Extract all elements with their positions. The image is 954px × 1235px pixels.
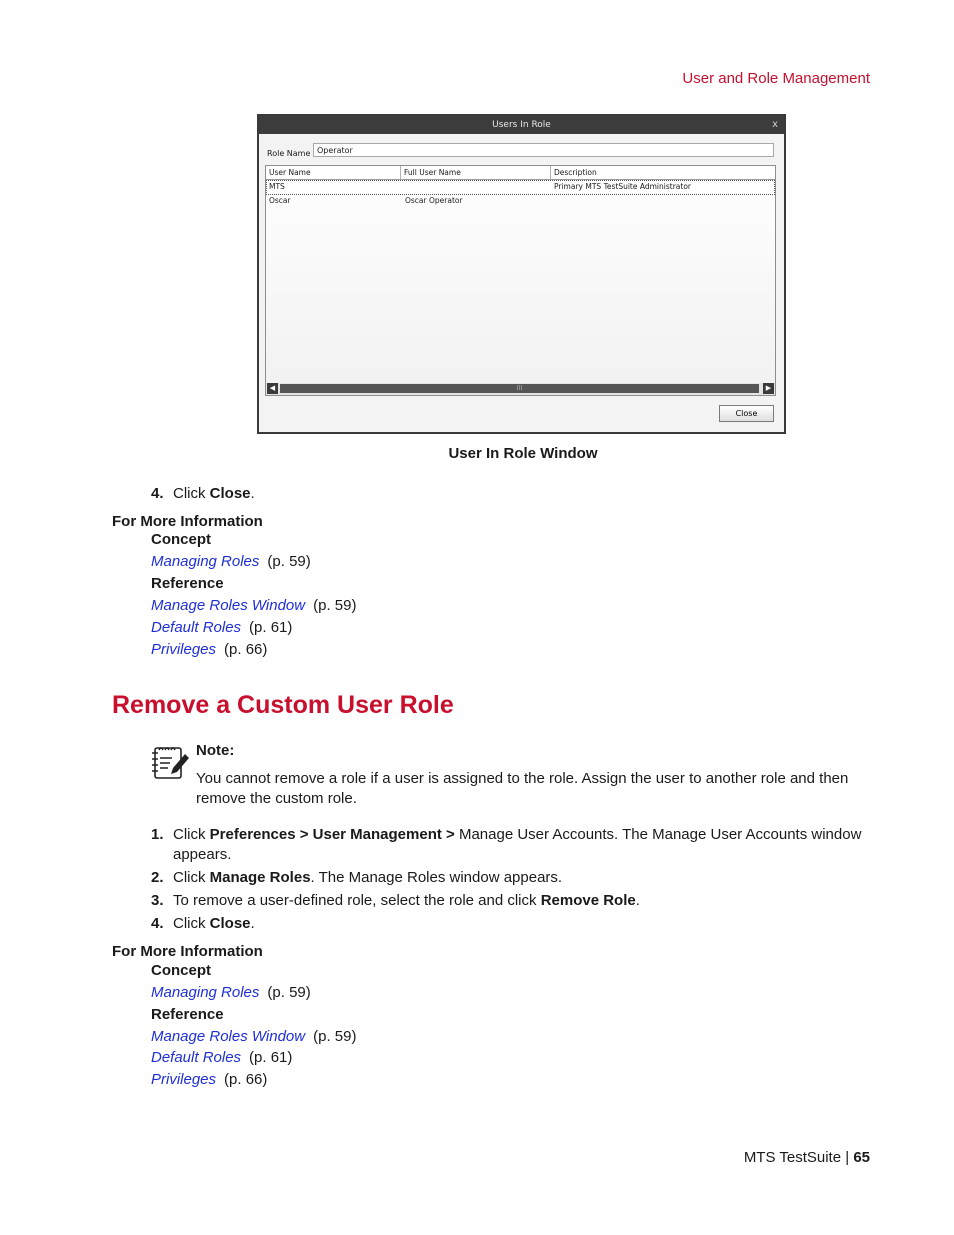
page-number: 65: [853, 1149, 870, 1166]
concept-heading: Concept: [151, 962, 211, 979]
page-ref: (p. 66): [224, 1071, 268, 1088]
figure-caption: User In Role Window: [448, 445, 598, 462]
reference-heading: Reference: [151, 575, 224, 592]
link-managing-roles[interactable]: Managing Roles: [151, 553, 260, 570]
page-footer: [600, 1149, 870, 1166]
step-text-pre: Click: [173, 869, 210, 886]
page-ref: (p. 66): [224, 641, 268, 658]
cell-user-name: MTS: [269, 182, 285, 191]
window-titlebar: [259, 116, 784, 134]
step-text-post: . The Manage Roles window appears.: [310, 869, 563, 886]
related-link-line: [151, 553, 311, 570]
cell-description: Primary MTS TestSuite Administrator: [554, 182, 691, 191]
related-link-line: [151, 619, 292, 636]
step-text: [173, 891, 871, 911]
step-item: [151, 914, 871, 934]
cell-user-name: Oscar: [269, 196, 291, 205]
related-link-line: [151, 1028, 356, 1045]
step-text-pre: Click: [173, 485, 210, 502]
step-text-post: .: [635, 892, 640, 909]
cell-full-user-name: Oscar Operator: [405, 196, 463, 205]
related-link-line: [151, 1071, 267, 1088]
more-info-heading: For More Information: [112, 513, 263, 530]
link-privileges[interactable]: Privileges: [151, 641, 217, 658]
grid-header: [266, 166, 775, 180]
running-header: User and Role Management: [682, 70, 870, 87]
scrollbar-thumb[interactable]: III: [280, 384, 759, 393]
step-text-post: .: [250, 485, 255, 502]
close-icon[interactable]: x: [772, 119, 778, 130]
step-text-pre: Click: [173, 915, 210, 932]
link-manage-roles-window[interactable]: Manage Roles Window: [151, 1028, 306, 1045]
section-title: Remove a Custom User Role: [112, 691, 454, 719]
page-ref: (p. 59): [267, 984, 311, 1001]
scroll-right-icon[interactable]: ▶: [763, 383, 774, 394]
step-number: 2.: [151, 869, 164, 886]
note-title: Note:: [196, 742, 235, 759]
link-privileges[interactable]: Privileges: [151, 1071, 217, 1088]
step-item: [151, 484, 871, 504]
page-ref: (p. 59): [313, 1028, 357, 1045]
related-link-line: [151, 1049, 292, 1066]
step-text-pre: To remove a user-defined role, select the role and click: [173, 892, 541, 909]
step-text: [173, 914, 871, 934]
window-title: Users In Role: [492, 120, 551, 130]
step-text-bold: Close: [209, 485, 251, 502]
page-ref: (p. 61): [249, 1049, 293, 1066]
scroll-left-icon[interactable]: ◀: [267, 383, 278, 394]
page-ref: (p. 61): [249, 619, 293, 636]
step-text-bold: Manage Roles: [209, 869, 311, 886]
concept-heading: Concept: [151, 531, 211, 548]
step-number: 4.: [151, 485, 164, 502]
users-in-role-window: [257, 114, 786, 434]
related-link-line: [151, 641, 267, 658]
step-number: 3.: [151, 892, 164, 909]
column-header-full-user-name[interactable]: Full User Name: [401, 166, 551, 179]
step-text: [173, 484, 871, 504]
step-text-bold: Close: [209, 915, 251, 932]
step-item: [151, 825, 871, 865]
step-text-post: .: [250, 915, 255, 932]
table-row[interactable]: [266, 195, 775, 208]
related-link-line: [151, 597, 356, 614]
column-header-description[interactable]: Description: [554, 168, 597, 177]
related-link-line: [151, 984, 311, 1001]
step-text: [173, 825, 871, 865]
link-default-roles[interactable]: Default Roles: [151, 619, 242, 636]
link-manage-roles-window[interactable]: Manage Roles Window: [151, 597, 306, 614]
link-default-roles[interactable]: Default Roles: [151, 1049, 242, 1066]
users-grid: [265, 165, 776, 396]
more-info-heading: For More Information: [112, 943, 263, 960]
step-text-bold: Remove Role: [540, 892, 636, 909]
step-number: 1.: [151, 826, 164, 843]
link-managing-roles[interactable]: Managing Roles: [151, 984, 260, 1001]
table-row[interactable]: [266, 180, 775, 195]
step-text-post: Manage User Accounts. The Manage User Accounts window appears.: [173, 826, 862, 863]
step-item: [151, 868, 871, 888]
step-item: [151, 891, 871, 911]
reference-heading: Reference: [151, 1006, 224, 1023]
step-number: 4.: [151, 915, 164, 932]
step-text-pre: Click: [173, 826, 210, 843]
step-text: [173, 868, 871, 888]
role-name-field[interactable]: Operator: [313, 143, 774, 157]
note-pencil-icon: [151, 744, 189, 780]
column-header-user-name[interactable]: User Name: [266, 166, 401, 179]
close-button[interactable]: Close: [719, 405, 774, 422]
horizontal-scrollbar[interactable]: [266, 383, 775, 395]
note-text: You cannot remove a role if a user is assigned to the role. Assign the user to another role and then remove the custom role.: [196, 770, 849, 807]
step-text-bold: Preferences > User Management >: [209, 826, 455, 843]
role-name-label: Role Name: [267, 149, 311, 158]
page-ref: (p. 59): [313, 597, 357, 614]
page-ref: (p. 59): [267, 553, 311, 570]
footer-product: MTS TestSuite |: [743, 1149, 854, 1166]
